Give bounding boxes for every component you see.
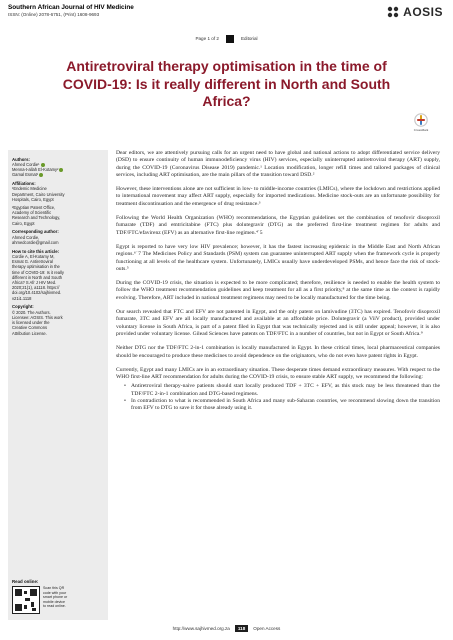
corresponding-author[interactable]: Ahmed Cordie, ahmedcordie@gmail.com [12, 234, 59, 245]
recommendation-list [124, 383, 440, 412]
article-info-sidebar [8, 150, 108, 620]
body-paragraph: Our search revealed that FTC and EFV are not patented in Egypt, and the only patent on lamivudine (3TC) has expired. Tenofovir disoproxil fumarate, 3TC and EFV are all locally manufactured and available at an affordable price. Dolutegravir (a ViiV product), provided under voluntary license in South Africa, is part of a patent filed in Egypt that was technically rejected and is still under appeal; however, it is also provided under voluntary license. Gilead Sciences have patents on TDF/FTC in a number of countries, but not in Egypt or South Africa.⁹ [116, 309, 440, 337]
open-access-label: Open Access [253, 626, 281, 631]
page-footer [0, 625, 453, 632]
aosis-logo-icon [386, 5, 400, 19]
publisher-name: AOSIS [403, 5, 443, 19]
journal-title: Southern African Journal of HIV Medicine [8, 4, 134, 11]
body-paragraph: During the COVID-19 crisis, the situation is expected to be more complicated; therefore, resilience is needed to enable the health system to follow the WHO treatment recommendation guidelines and keep treatment for all as a first priority,⁸ at the same time as the context is rapidly evolving. Therefore, ART included in national treatment regimens may need to be locally manufactured for the time being. [116, 280, 440, 301]
crossmark-label: CrossMark [413, 128, 429, 132]
journal-url[interactable]: http://www.sajhivmed.org.za [172, 626, 230, 631]
list-item: • In contradiction to what is recommended in South Africa and many sub-Saharan countries, we recommend slowing down the transition from EFV to DTG to save it for those already using it. [124, 398, 440, 413]
footer-page-number: 118 [235, 625, 248, 632]
authors-heading: Authors: [12, 156, 30, 162]
list-item: • Antiretroviral therapy-naive patients should start locally produced TDF + 3TC + EFV, as this stock may be less threatened than the TDF/FTC 2-in-1 combination and DTG-based regimens. [124, 383, 440, 398]
body-paragraph: Egypt is reported to have very low HIV prevalence; however, it has the fastest increasing epidemic in the Middle East and North African regions.⁶˙7 The Medicines Policy and Standards (PSM) system can guarantee uninterrupted ART supply when the framework cycle is properly functioning at all levels of the healthcare system. Unfortunately, LMICs usually have underdeveloped PSMs, and hence face the risk of stock-outs.⁵ [116, 243, 440, 272]
body-paragraph: However, these interventions alone are not sufficient in low- to middle-income countries (LMICs), where the lockdown and restrictions applied to international movement may affect ART supply, especially for imported medications. Medicine stock-outs are an unfortunate possibility for treatment discontinuation and the emergence of drug resistance.³ [116, 186, 440, 207]
author-name: Ahmed Cordie¹ [12, 162, 104, 167]
orcid-icon[interactable] [59, 168, 63, 172]
read-online [12, 579, 104, 614]
article-body [116, 150, 440, 413]
copyright-text: © 2020. The Authors. Licensee: AOSIS. This work is licensed under the Creative Commons Attribution License. [12, 309, 63, 336]
publisher-logo[interactable] [386, 5, 443, 19]
affiliation-2: ²Egyptian Patent Office, Academy of Scientific Research and Technology, Cairo, Egypt [12, 205, 61, 226]
qr-code[interactable] [12, 586, 40, 614]
journal-issn: ISSN: (Online) 2078-6751, (Print) 1608-9693 [8, 12, 100, 17]
author-name: Menna-t-allah El-Kotamy² [12, 167, 104, 172]
body-paragraph: Following the World Health Organization (WHO) recommendations, the Egyptian guidelines set the combination of tenofovir disoproxil fumarate (TDF) and emtricitabine (FTC) plus dolutegravir (DTG) as the preferred first-line treatment regimen for adults and TDF/FTC/efavirenz (EFV) as an alternative first-line regimen.⁴˙5 [116, 215, 440, 236]
page-number: Page 1 of 2 [195, 36, 219, 41]
body-paragraph: Dear editors, we are attentively pursuing calls for an urgent need to have global and national actions to adopt differentiated service delivery (DSD) to ensure continuity of human immunodeficiency virus (HIV) services, especially uninterrupted antiretroviral therapy (ART) supply, during the COVID-19 (Coronavirus Disease 2019) pandemic.¹ Location modification, longer refill times and tailored packages of clinical services, including ART optimisation, are the main pillars of the transition toward DSD.² [116, 150, 440, 178]
read-online-heading: Read online: [12, 579, 39, 584]
section-label: Editorial [240, 36, 258, 41]
corresponding-heading: Corresponding author: [12, 229, 59, 235]
crossmark-badge[interactable] [409, 113, 433, 132]
orcid-icon[interactable] [39, 173, 43, 177]
cite-heading: How to cite this article: [12, 248, 60, 254]
read-online-text: Scan this QR code with your smart phone or mobile device to read online. [43, 586, 68, 609]
page-strip [0, 34, 453, 43]
section-marker [226, 35, 234, 43]
author-name: Gamal Esmat¹ [12, 172, 104, 177]
body-paragraph: Neither DTG nor the TDF/FTC 2-in-1 combination is locally manufactured in Egypt. In these critical times, local pharmaceutical companies should be encouraged to produce these medicines to avoid dependence on the originators, who do not even have patent rights in Egypt. [116, 345, 440, 359]
citation-text[interactable]: Cordie A, El-Kotamy M, Esmat G. Antiretroviral therapy optimisation in the time of COVID-19: Is it really different in North and South Africa? S Afr J HIV Med. 2020;21(1), a1118. https:// doi.org/10.4102/sajhivmed. v21i1.1118 [12, 254, 64, 301]
article-title: Antiretroviral therapy optimisation in the time of COVID-19: Is it really different in North and South Africa? [62, 58, 391, 109]
affiliation-1: ¹Endemic Medicine Department, Cairo University Hospitals, Cairo, Egypt [12, 186, 65, 202]
body-paragraph: Currently, Egypt and many LMICs are in an extraordinary situation. These desperate times demand extraordinary measures. With respect to the WHO first-line ART recommendation for adults during the COVID-19 crisis, to ensure stable ART supply, we recommend the following: [116, 366, 440, 381]
affiliations-heading: Affiliations: [12, 181, 36, 187]
journal-header [8, 4, 308, 18]
crossmark-icon [414, 113, 428, 127]
copyright-heading: Copyright: [12, 304, 34, 310]
